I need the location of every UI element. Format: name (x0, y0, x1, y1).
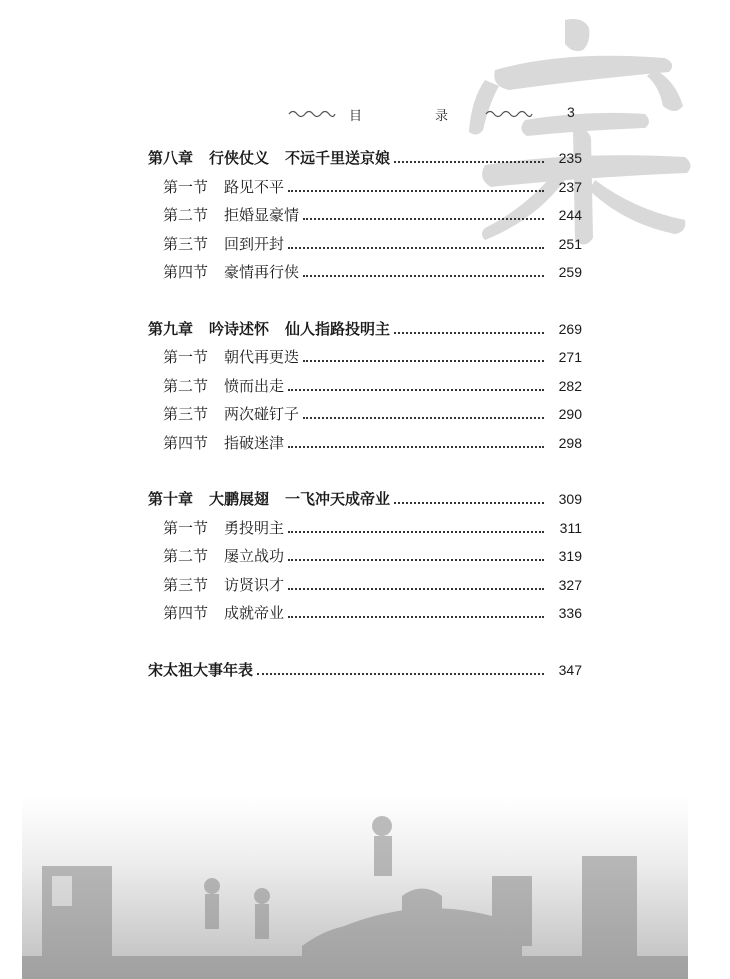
section-entry[interactable] (148, 545, 582, 574)
ornament-left-icon (287, 109, 337, 119)
section-entry[interactable] (148, 176, 582, 205)
appendix (148, 659, 582, 688)
section-number: 第四节 (163, 263, 209, 281)
chapter-number: 第十章 (148, 490, 194, 508)
page-ref: 259 (558, 264, 582, 280)
section-entry[interactable] (148, 233, 582, 262)
chapter-title: 行侠仗义 (209, 149, 270, 167)
page-ref: 309 (558, 491, 582, 507)
dot-leader (303, 416, 544, 419)
chapter-subtitle: 不远千里送京娘 (285, 149, 391, 167)
chapter-heading[interactable] (148, 318, 582, 347)
dot-leader (288, 587, 544, 590)
section-entry[interactable] (148, 574, 582, 603)
section-title: 路见不平 (224, 177, 285, 196)
section-entry[interactable] (148, 602, 582, 631)
chapter-heading[interactable] (148, 147, 582, 176)
dot-leader (288, 445, 544, 448)
section-number: 第一节 (163, 518, 209, 537)
page-ref: 269 (558, 320, 582, 337)
section-number: 第二节 (163, 206, 209, 224)
chapter-title: 吟诗述怀 (209, 319, 270, 338)
section-entry[interactable] (148, 204, 582, 233)
chapter-title: 大鹏展翅 (209, 490, 270, 508)
section-title: 朝代再更迭 (224, 348, 300, 366)
dot-leader (288, 189, 544, 192)
page-ref: 347 (558, 661, 582, 678)
page-ref: 319 (558, 548, 582, 564)
dot-leader (394, 331, 544, 334)
page-ref: 251 (558, 235, 582, 252)
page-ref: 298 (558, 434, 582, 451)
table-of-contents (148, 147, 582, 715)
dot-leader (288, 388, 544, 391)
page-number: 3 (567, 104, 575, 120)
page-ref: 290 (558, 406, 582, 422)
chapter-8 (148, 147, 582, 290)
section-number: 第四节 (163, 433, 209, 452)
section-title: 指破迷津 (224, 433, 285, 452)
section-entry[interactable] (148, 346, 582, 375)
section-entry[interactable] (148, 403, 582, 432)
dot-leader (303, 274, 544, 277)
section-entry[interactable] (148, 261, 582, 290)
section-number: 第三节 (163, 234, 209, 253)
chapter-heading[interactable] (148, 488, 582, 517)
section-number: 第四节 (163, 604, 209, 622)
dot-leader (288, 558, 544, 561)
chapter-number: 第八章 (148, 149, 194, 167)
chapter-subtitle: 仙人指路投明主 (285, 319, 391, 338)
section-number: 第三节 (163, 575, 209, 594)
chapter-9 (148, 318, 582, 461)
dot-leader (394, 160, 544, 163)
page-ref: 327 (558, 576, 582, 593)
appendix-heading[interactable] (148, 659, 582, 688)
chapter-10 (148, 488, 582, 631)
section-number: 第三节 (163, 405, 209, 423)
section-entry[interactable] (148, 375, 582, 404)
section-title: 屡立战功 (224, 547, 285, 565)
section-number: 第二节 (163, 376, 209, 395)
section-title: 愤而出走 (224, 376, 285, 395)
dot-leader (288, 246, 544, 249)
section-title: 回到开封 (224, 234, 285, 253)
chapter-subtitle: 一飞冲天成帝业 (285, 490, 391, 508)
section-entry[interactable] (148, 432, 582, 461)
section-number: 第二节 (163, 547, 209, 565)
dot-leader (257, 672, 544, 675)
section-title: 两次碰钉子 (224, 405, 300, 423)
dot-leader (394, 501, 544, 504)
dot-leader (288, 615, 544, 618)
section-title: 豪情再行侠 (224, 263, 300, 281)
dot-leader (303, 359, 544, 362)
page-ref: 311 (559, 519, 582, 536)
section-title: 拒婚显豪情 (224, 206, 300, 224)
page-ref: 336 (558, 605, 582, 621)
page-ref: 282 (558, 377, 582, 394)
section-title: 成就帝业 (224, 604, 285, 622)
running-header (287, 104, 534, 124)
page-ref: 235 (558, 150, 582, 166)
decorative-painting (22, 796, 688, 979)
section-entry[interactable] (148, 517, 582, 546)
chapter-number: 第九章 (148, 319, 194, 338)
ornament-right-icon (484, 109, 534, 119)
section-number: 第一节 (163, 348, 209, 366)
page-ref: 237 (558, 178, 582, 195)
section-title: 访贤识才 (224, 575, 285, 594)
page-ref: 271 (558, 349, 582, 365)
appendix-title: 宋太祖大事年表 (148, 660, 254, 679)
page-ref: 244 (558, 207, 582, 223)
dot-leader (288, 530, 544, 533)
header-title: 目 录 (349, 108, 479, 124)
section-number: 第一节 (163, 177, 209, 196)
dot-leader (303, 217, 544, 220)
section-title: 勇投明主 (224, 518, 285, 537)
